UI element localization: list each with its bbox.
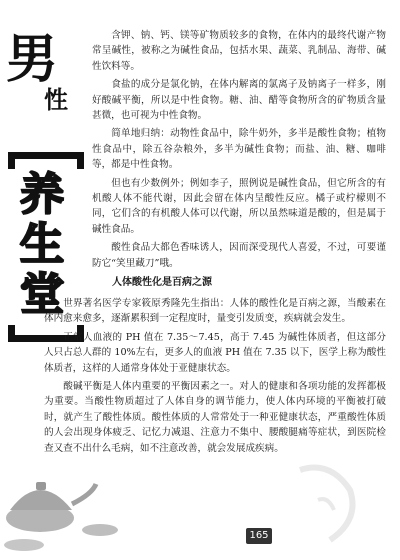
title-sub: 性 <box>44 85 68 114</box>
paragraph: 世界著名医学专家筱原秀隆先生指出：人体的酸性化是百病之源，当酸素在体内愈来愈多，逐渐累积到一定程度时，量变引发质变，疾病就会发生。 <box>44 298 386 325</box>
paragraph: 正常人血液的 PH 值在 7.35～7.45，高于 7.45 为碱性体质者，但这部分人只占总人群的 10%左右，更多人的血液 PH 值在 7.35 以下，医学上称为酸性体质者，这样的人通常身体处于亚健康状态。 <box>44 331 386 374</box>
section-heading: 人体酸性化是百病之源 <box>112 277 212 289</box>
paragraph: 酸性食品大都色香味诱人，因而深受现代人喜爱，不过，可要谨防它“笑里藏刀”哦。 <box>92 242 386 269</box>
bracket-top <box>8 152 84 169</box>
title-column <box>0 0 95 560</box>
paragraph: 含钾、钠、钙、镁等矿物质较多的食物，在体内的最终代谢产物常呈碱性，被称之为碱性食品，包括水果、蔬菜、乳制品、海带、碱性饮料等。 <box>92 30 386 72</box>
column-title-char-1: 养 <box>20 169 64 220</box>
paragraph: 酸碱平衡是人体内重要的平衡因素之一。对人的健康和各项功能的发挥都极为重要。当酸性物质超过了人体自身的调节能力，使人体内环境的平衡被打破时，就产生了酸性体质。酸性体质的人常常处于一种亚健康状态，严重酸性体质的人会出现身体疲乏、记忆力减退、注意力不集中、腰酸腿痛等症状，到医院检查又查不出什么毛病，如不注意改善，就会发展成疾病。 <box>44 381 386 454</box>
title-main: 男 <box>6 29 59 90</box>
column-title-char-2: 生 <box>20 219 64 270</box>
column-title-char-3: 堂 <box>20 269 64 320</box>
ink-brush-decoration <box>300 468 353 541</box>
paragraph: 食盐的成分是氯化钠，在体内解离的氯离子及钠离子一样多，刚好酸碱平衡，所以是中性食物。糖、油、醋等食物所含的矿物质含量甚微，也可视为中性食物。 <box>92 79 386 122</box>
body-text-bottom <box>44 296 386 459</box>
paragraph: 简单地归纳：动物性食品中，除牛奶外，多半是酸性食物；植物性食品中，除五谷杂粮外，多半为碱性食物；而盐、油、糖、咖啡等，都是中性食物。 <box>92 128 386 171</box>
page-number: 165 <box>246 528 272 544</box>
paragraph: 但也有少数例外；例如李子，照例说是碱性食品，但它所含的有机酸人体不能代谢，因此会留在体内呈酸性反应。橘子或柠檬则不同，它们含的有机酸人体可以代谢，所以虽然味道是酸的，但是属于碱性食品。 <box>92 177 386 235</box>
body-text-top <box>92 28 386 294</box>
